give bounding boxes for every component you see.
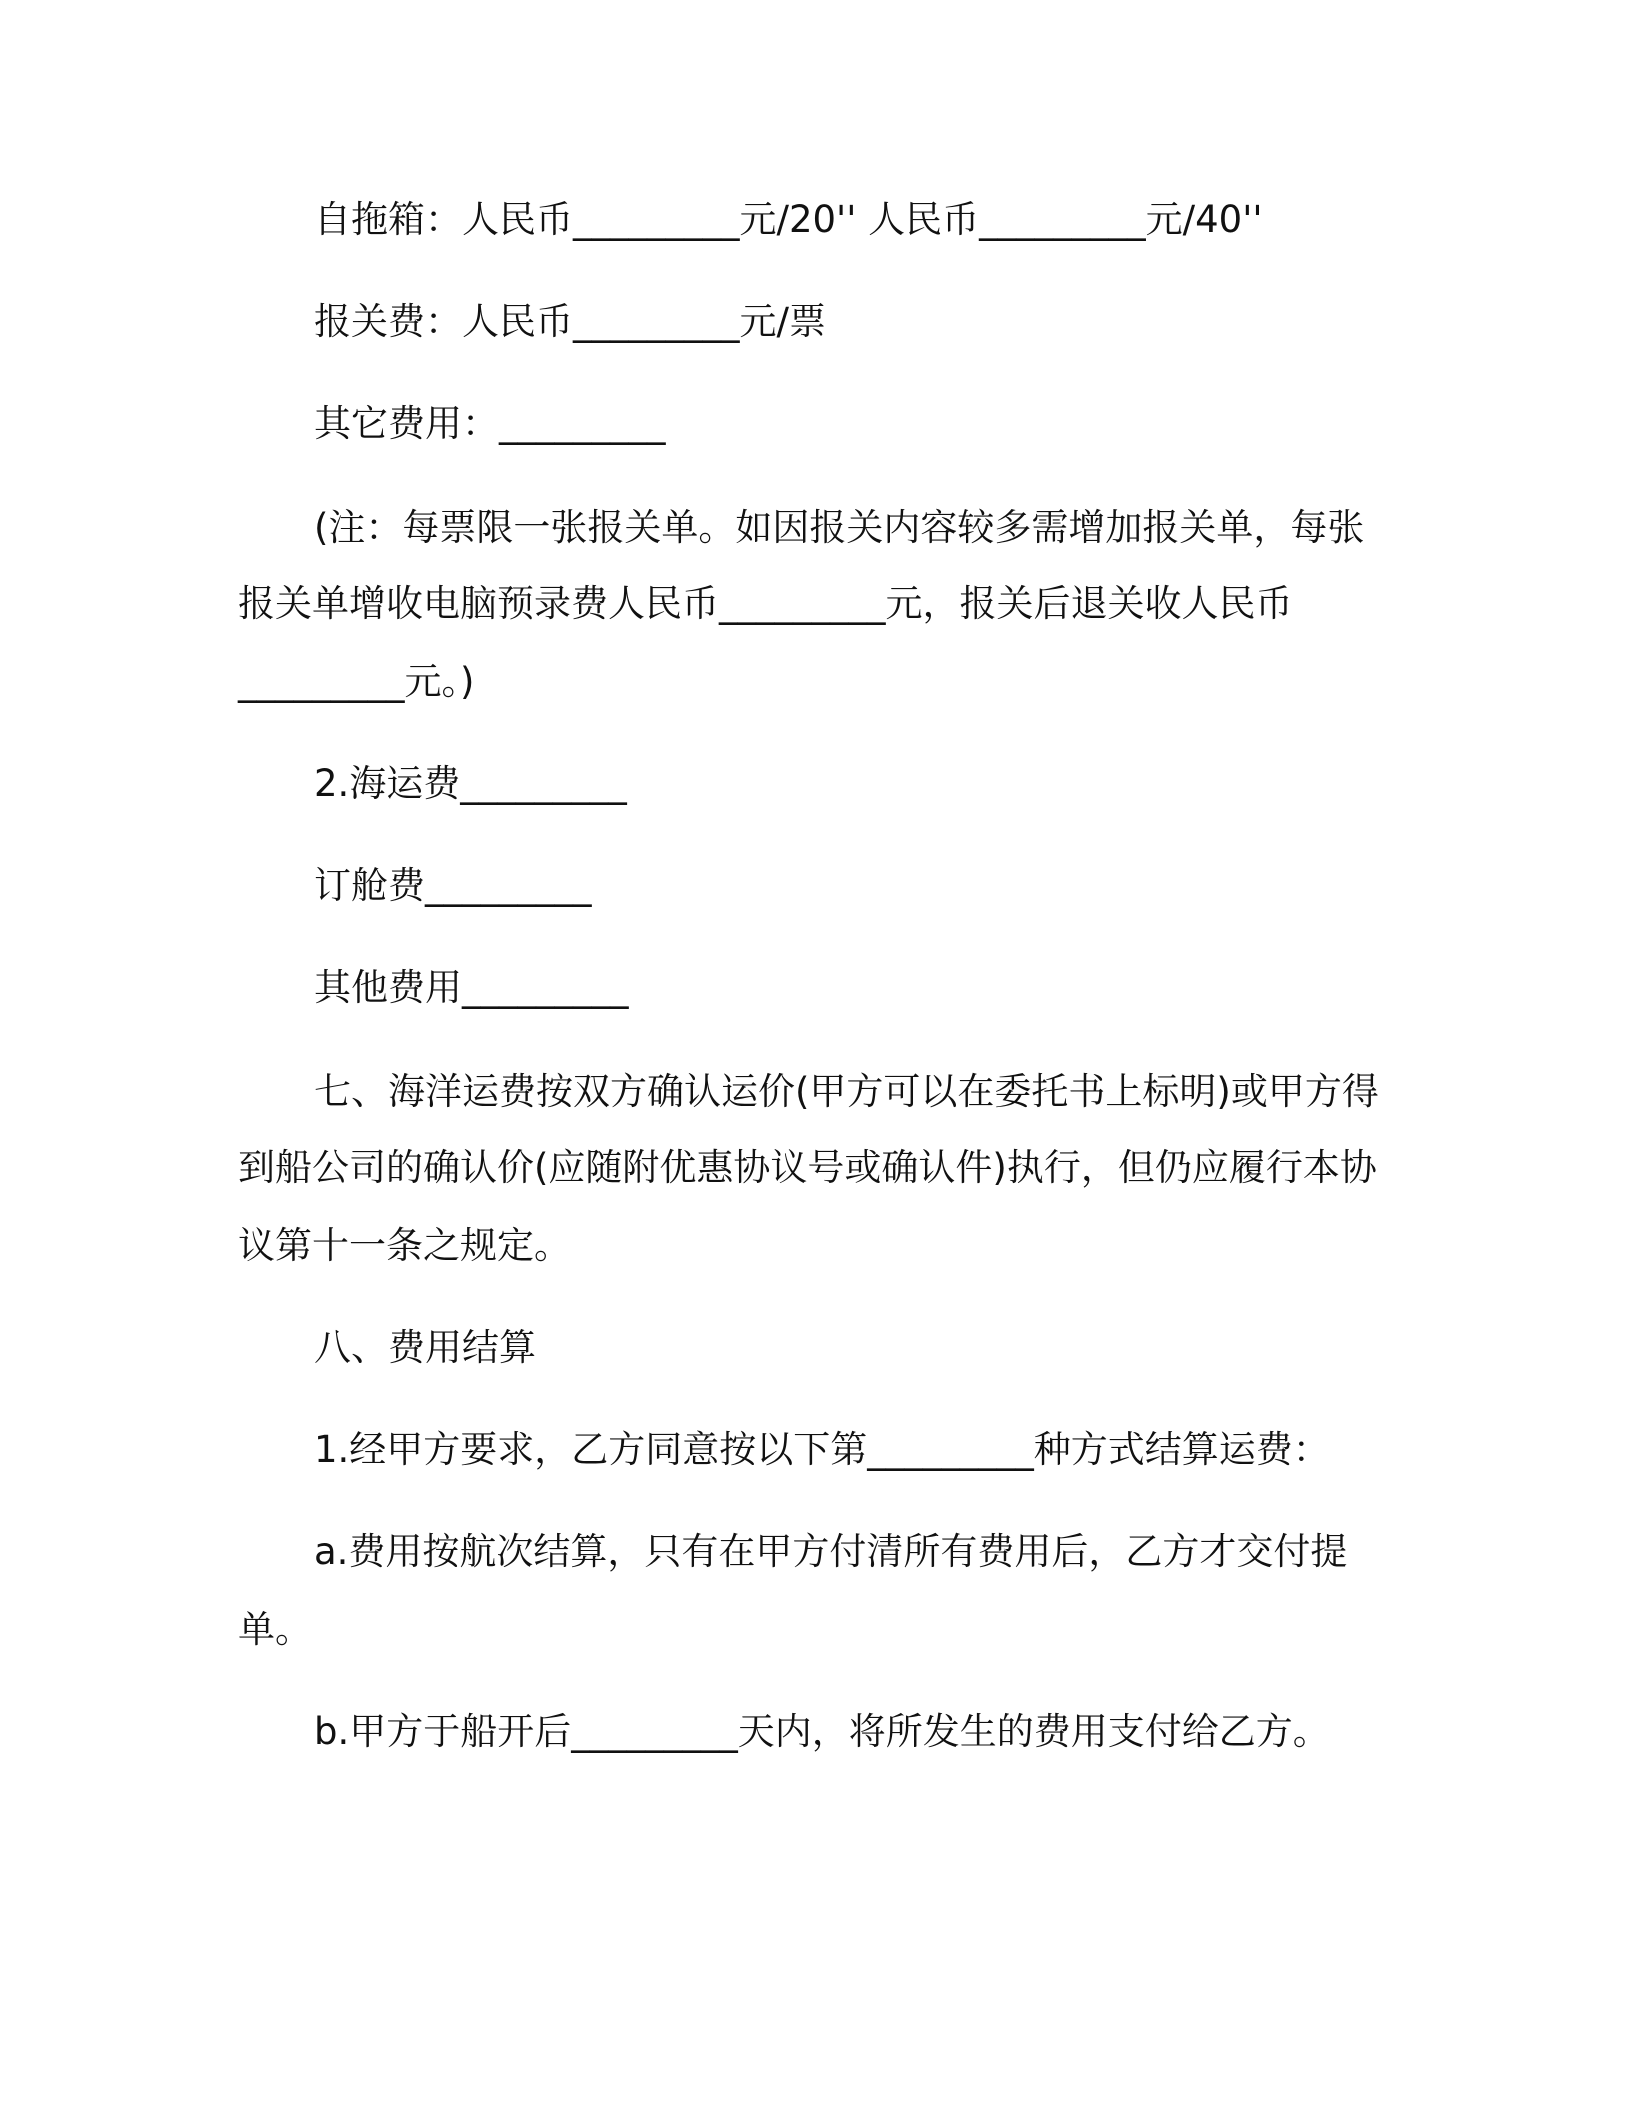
line-other-fees: 其他费用_________ — [314, 966, 629, 1009]
line-note-3: _________元。) — [238, 660, 475, 703]
line-section8-heading: 八、费用结算 — [314, 1326, 536, 1369]
line-ocean-freight: 2.海运费_________ — [314, 762, 627, 805]
line-settlement-a-1: a.费用按航次结算，只有在甲方付清所有费用后，乙方才交付提 — [314, 1530, 1348, 1573]
line-settlement-1: 1.经甲方要求，乙方同意按以下第_________种方式结算运费： — [314, 1428, 1330, 1471]
line-note-2: 报关单增收电脑预录费人民币_________元，报关后退关收人民币 — [238, 582, 1293, 625]
line-section7-2: 到船公司的确认价(应随附优惠协议号或确认件)执行，但仍应履行本协 — [238, 1146, 1377, 1189]
line-customs-fee: 报关费：人民币_________元/票 — [314, 300, 826, 343]
line-settlement-b: b.甲方于船开后_________天内，将所发生的费用支付给乙方。 — [314, 1710, 1330, 1753]
line-section7-3: 议第十一条之规定。 — [238, 1224, 571, 1267]
line-settlement-a-2: 单。 — [238, 1608, 312, 1651]
line-section7-1: 七、海洋运费按双方确认运价(甲方可以在委托书上标明)或甲方得 — [314, 1070, 1379, 1113]
line-note-1: (注：每票限一张报关单。如因报关内容较多需增加报关单，每张 — [314, 506, 1365, 549]
line-self-towing-fee: 自拖箱：人民币_________元/20'' 人民币_________元/40'' — [314, 198, 1263, 241]
line-other-charges: 其它费用：_________ — [314, 402, 666, 445]
line-booking-fee: 订舱费_________ — [314, 864, 592, 907]
